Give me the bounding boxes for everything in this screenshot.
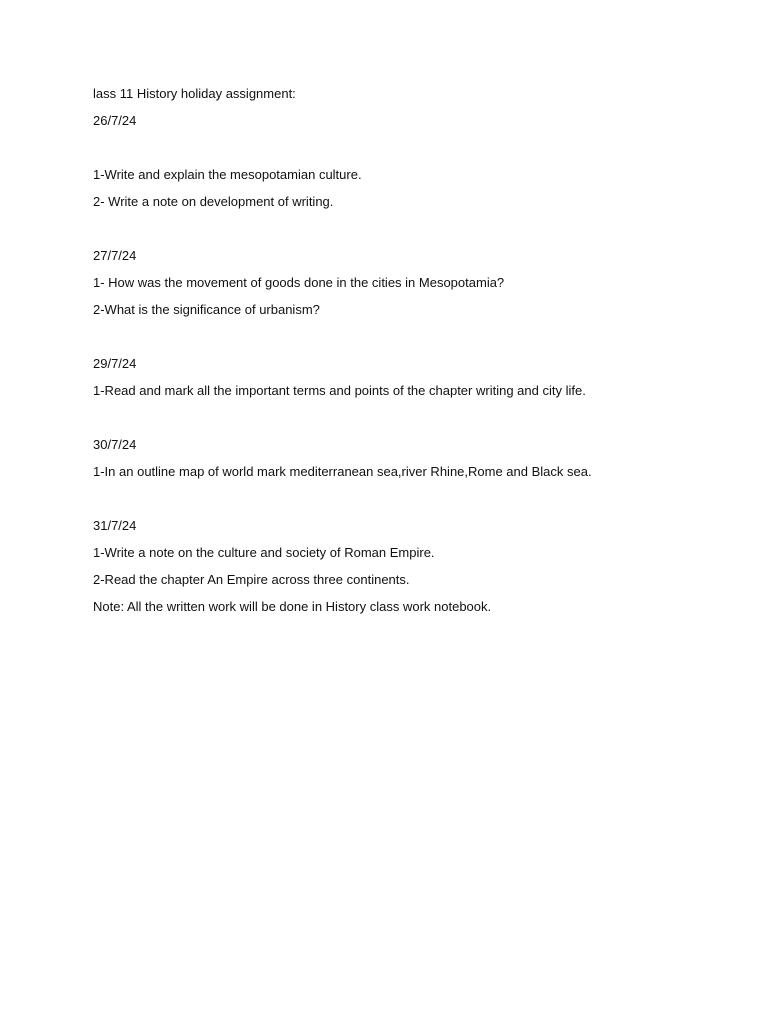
date-heading: 29/7/24 xyxy=(93,356,137,371)
date-heading: 27/7/24 xyxy=(93,248,137,263)
assignment-item: 1-Write a note on the culture and society of Roman Empire. xyxy=(93,545,435,560)
date-heading: 26/7/24 xyxy=(93,113,137,128)
date-heading: 30/7/24 xyxy=(93,437,137,452)
blank-line xyxy=(93,140,713,156)
assignment-item: 1-Write and explain the mesopotamian culture. xyxy=(93,167,362,182)
date-heading: 31/7/24 xyxy=(93,518,137,533)
assignment-item: 2-What is the significance of urbanism? xyxy=(93,302,320,317)
assignment-item: 1- How was the movement of goods done in the cities in Mesopotamia? xyxy=(93,275,505,290)
blank-line xyxy=(93,221,713,237)
document-title: lass 11 History holiday assignment: xyxy=(93,86,296,101)
note-text: Note: All the written work will be done in History class work notebook. xyxy=(93,599,492,614)
assignment-item: 1-In an outline map of world mark mediterranean sea,river Rhine,Rome and Black sea. xyxy=(93,464,592,479)
document-body xyxy=(93,86,713,626)
assignment-item: 2-Read the chapter An Empire across three continents. xyxy=(93,572,410,587)
blank-line xyxy=(93,410,713,426)
blank-line xyxy=(93,329,713,345)
assignment-item: 1-Read and mark all the important terms and points of the chapter writing and city life. xyxy=(93,383,586,398)
assignment-item: 2- Write a note on development of writing. xyxy=(93,194,334,209)
blank-line xyxy=(93,491,713,507)
